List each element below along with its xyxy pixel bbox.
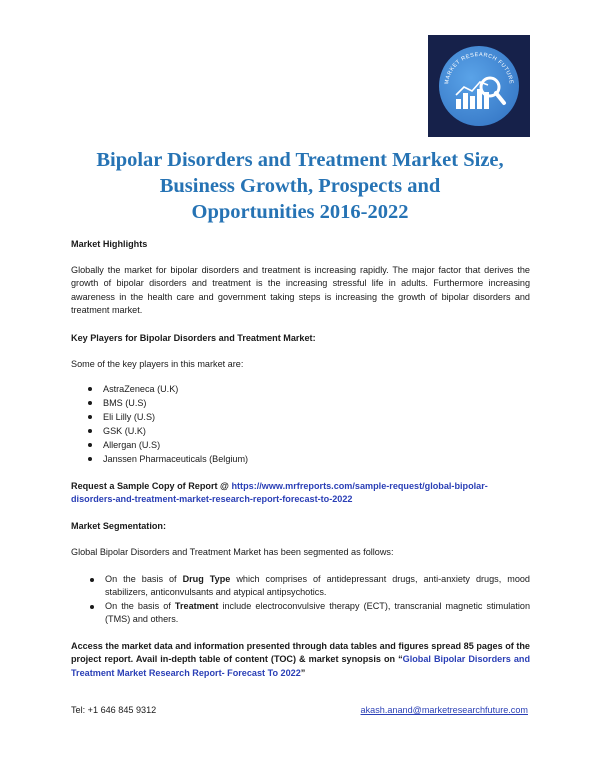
page-title bbox=[40, 147, 560, 225]
list-item bbox=[71, 600, 530, 627]
logo-text: MARKET RESEARCH FUTURE bbox=[444, 51, 514, 85]
svg-text:MARKET RESEARCH FUTURE bbox=[444, 52, 514, 85]
title-line-2: Business Growth, Prospects and bbox=[159, 175, 441, 197]
sample-link[interactable]: https://www.mrfreports.com/sample-request/global-bipolar-disorders-and-treatment-market-research-report-forecast-to-2022 bbox=[71, 481, 488, 505]
list-item bbox=[71, 573, 530, 600]
segment-prefix: On the basis of bbox=[105, 600, 175, 611]
segmentation-heading: Market Segmentation: bbox=[71, 521, 166, 531]
list-item bbox=[71, 396, 530, 410]
segmentation-list bbox=[71, 573, 530, 627]
sample-label: Request a Sample Copy of Report @ bbox=[71, 481, 232, 491]
segment-key: Treatment bbox=[174, 600, 219, 611]
segmentation-intro: Global Bipolar Disorders and Treatment Market has been segmented as follows: bbox=[71, 547, 394, 557]
list-item bbox=[71, 438, 530, 452]
chart-magnifier-icon bbox=[428, 35, 530, 137]
title-line-1: Bipolar Disorders and Treatment Market Size, bbox=[96, 149, 504, 171]
segment-key: Drug Type bbox=[182, 574, 231, 584]
highlights-body: Globally the market for bipolar disorders and treatment is increasing rapidly. The major factor that derives the growth of bipolar disorders and treatment is the increasing stressful life in adults. Furthermore increasing awareness in the health care and government taking steps is increasing the growth of bipolar disorders and treatment market. bbox=[71, 265, 530, 316]
bullet-icon bbox=[88, 387, 92, 391]
players-list bbox=[71, 382, 530, 466]
report-link[interactable]: Global Bipolar Disorders and Treatment Market Research Report- Forecast To 2022 bbox=[71, 654, 530, 678]
access-text: Access the market data and information presented through data tables and figures spread 85 pages of the project report. Avail in-depth table of content (TOC) & market synopsis on “ bbox=[71, 641, 530, 665]
company-logo bbox=[428, 35, 530, 137]
bullet-icon bbox=[88, 401, 92, 405]
player-name: GSK (U.K) bbox=[103, 426, 146, 436]
list-item bbox=[71, 410, 530, 424]
bullet-icon bbox=[90, 605, 94, 609]
segment-description: which comprises of antidepressant drugs, anti-anxiety drugs, mood stabilizers, anticonvulsants and atypical antipsychotics. bbox=[105, 574, 530, 598]
players-heading: Key Players for Bipolar Disorders and Treatment Market: bbox=[71, 333, 316, 343]
player-name: Allergan (U.S) bbox=[103, 440, 161, 450]
bullet-icon bbox=[88, 443, 92, 447]
access-close: ” bbox=[300, 667, 306, 678]
bullet-icon bbox=[88, 415, 92, 419]
sample-request bbox=[71, 480, 530, 507]
highlights-heading: Market Highlights bbox=[71, 239, 148, 249]
segment-description: include electroconvulsive therapy (ECT), transcranial magnetic stimulation (TMS) and others. bbox=[105, 600, 530, 625]
players-intro: Some of the key players in this market are: bbox=[71, 359, 244, 369]
player-name: AstraZeneca (U.K) bbox=[103, 384, 179, 394]
access-paragraph bbox=[71, 640, 530, 680]
footer-phone: Tel: +1 646 845 9312 bbox=[71, 705, 157, 715]
player-name: BMS (U.S) bbox=[103, 398, 147, 408]
list-item bbox=[71, 382, 530, 396]
bullet-icon bbox=[88, 429, 92, 433]
list-item bbox=[71, 424, 530, 438]
segment-prefix: On the basis of bbox=[105, 574, 183, 584]
bullet-icon bbox=[88, 457, 92, 461]
player-name: Janssen Pharmaceuticals (Belgium) bbox=[103, 454, 249, 464]
title-line-3: Opportunities 2016-2022 bbox=[191, 201, 409, 223]
bullet-icon bbox=[90, 578, 94, 582]
footer-email[interactable]: akash.anand@marketresearchfuture.com bbox=[360, 705, 528, 715]
list-item bbox=[71, 452, 530, 466]
player-name: Eli Lilly (U.S) bbox=[103, 412, 156, 422]
